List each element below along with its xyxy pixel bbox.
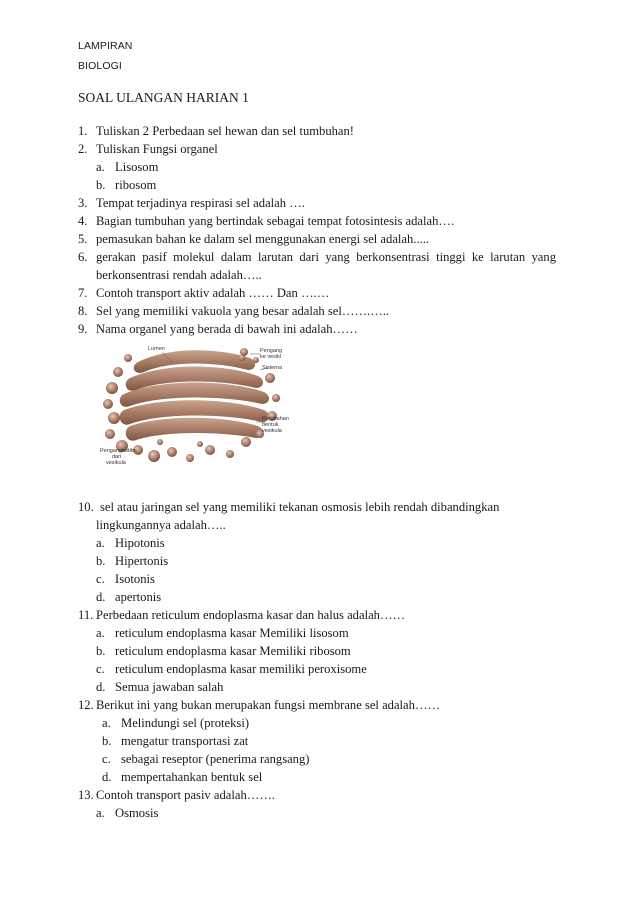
option-text: reticulum endoplasma kasar Memiliki lisosom [115,626,349,640]
question-text: Nama organel yang berada di bawah ini adalah…… [96,322,358,336]
question-text: Contoh transport pasiv adalah……. [96,788,276,802]
header-lampiran: LAMPIRAN [78,40,133,52]
option-letter: a. [96,626,105,640]
option-letter: a. [102,716,111,730]
header-subject: BIOLOGI [78,60,122,72]
question-text-line1: sel atau jaringan sel yang memiliki tekanan osmosis lebih rendah dibandingkan [100,500,500,514]
option-letter: b. [96,554,106,568]
option-text: Osmosis [115,806,159,820]
option-letter: c. [96,572,105,586]
question-text: Contoh transport aktiv adalah …… Dan ….… [96,286,330,300]
question-number: 5. [78,232,88,246]
question-number: 2. [78,142,88,156]
option-letter: d. [96,680,106,694]
option-letter: c. [96,662,105,676]
option-text: Isotonis [115,572,155,586]
option-text: mempertahankan bentuk sel [121,770,263,784]
option-text: Hipotonis [115,536,165,550]
golgi-apparatus-figure [100,338,290,470]
label-sisterna: Sisterna [262,365,283,371]
option-letter: b. [96,178,106,192]
option-text: sebagai reseptor (penerima rangsang) [121,752,310,766]
question-text: Tuliskan 2 Perbedaan sel hewan dan sel tumbuhan! [96,124,355,138]
question-text: Bagian tumbuhan yang bertindak sebagai tempat fotosintesis adalah…. [96,214,455,228]
question-number: 6. [78,250,88,264]
question-number: 7. [78,286,88,300]
label-perubahan-2: bentuk [262,422,279,428]
option-text: reticulum endoplasma kasar memiliki peroxisome [115,662,367,676]
option-letter: a. [96,536,105,550]
question-text-line2: berkonsentrasi rendah adalah….. [96,268,262,282]
option-letter: d. [102,770,112,784]
option-letter: d. [96,590,106,604]
option-text: Lisosom [115,160,159,174]
question-number: 8. [78,304,88,318]
question-number: 13. [78,788,94,802]
question-text: Tempat terjadinya respirasi sel adalah …. [96,196,305,210]
option-text: apertonis [115,590,162,604]
option-text: reticulum endoplasma kasar Memiliki ribosom [115,644,351,658]
option-text: Melindungi sel (proteksi) [121,716,250,730]
question-number: 11. [78,608,94,622]
option-text: ribosom [115,178,157,192]
question-number: 9. [78,322,88,336]
page-title: SOAL ULANGAN HARIAN 1 [78,90,249,105]
option-letter: c. [102,752,111,766]
label-vesicle-1: Pengang [260,348,283,354]
label-perubahan-1: Perubahan [262,416,289,422]
option-letter: a. [96,806,105,820]
label-perubahan-3: vesikula [262,428,282,434]
question-text: Tuliskan Fungsi organel [96,142,218,156]
option-letter: b. [96,644,106,658]
question-number: 12. [78,698,94,712]
question-text: Sel yang memiliki vakuola yang besar adalah sel…….….. [96,304,390,318]
label-pengangkutan-1: Pengangkutan [100,448,136,454]
question-text-line1: gerakan pasif molekul dalam larutan dari yang berkonsentrasi tinggi ke larutan yang [96,250,556,264]
option-text: mengatur transportasi zat [121,734,249,748]
question-text: pemasukan bahan ke dalam sel menggunakan energi sel adalah..... [96,232,430,246]
question-text: Berikut ini yang bukan merupakan fungsi membrane sel adalah…… [96,698,441,712]
question-number: 10. [78,500,94,514]
question-number: 3. [78,196,88,210]
question-text: Perbedaan reticulum endoplasma kasar dan halus adalah…… [96,608,406,622]
label-vesicle-2: ke vesikl [260,354,282,360]
question-text-line2: lingkungannya adalah….. [96,518,226,532]
question-number: 4. [78,214,88,228]
label-lumen: Lumen [148,346,165,352]
label-pengangkutan-2: dari [112,454,122,460]
option-letter: a. [96,160,105,174]
option-text: Semua jawaban salah [115,680,224,694]
question-number: 1. [78,124,88,138]
cisternae-stack [120,350,269,440]
label-pengangkutan-3: vesikula [106,460,126,466]
option-text: Hipertonis [115,554,169,568]
option-letter: b. [102,734,112,748]
